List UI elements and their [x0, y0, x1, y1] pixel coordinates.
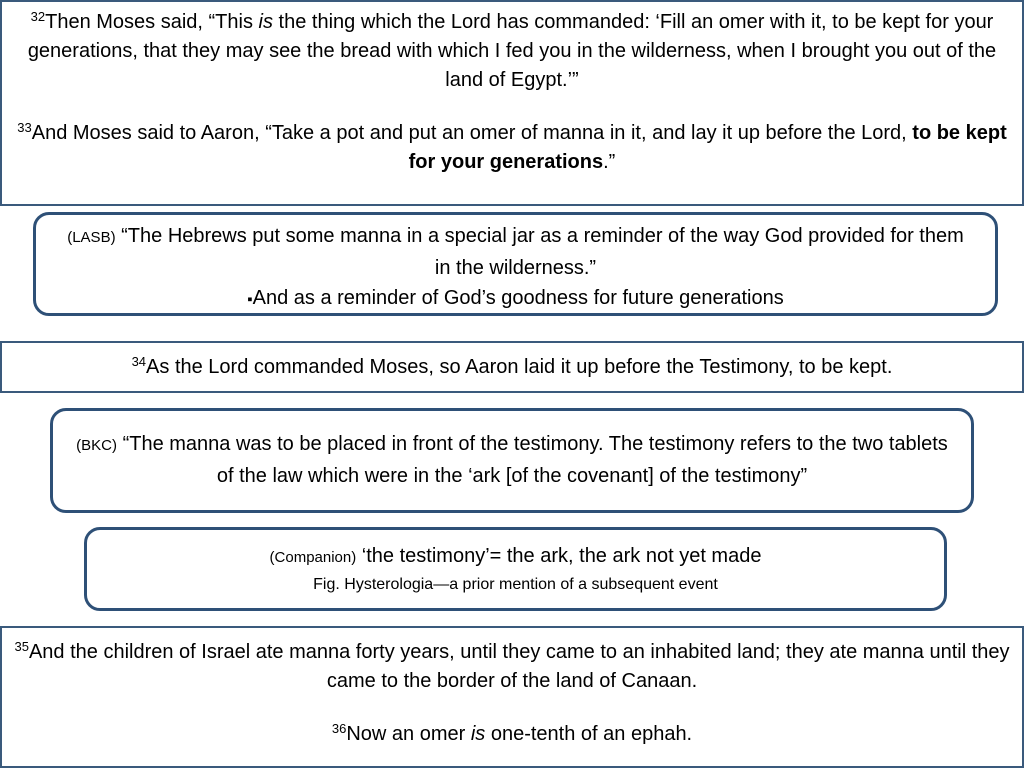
companion-quote — [101, 541, 930, 573]
verse-36-text-post: one-tenth of an ephah. — [485, 723, 693, 745]
lasb-commentary-box — [33, 212, 998, 316]
companion-quote-text: ‘the testimony’= the ark, the ark not yet made — [356, 545, 762, 567]
verse-number-32: 32 — [30, 9, 46, 24]
bkc-quote-text: “The manna was to be placed in front of the testimony. The testimony refers to the two tablets of the law which were in the ‘ark [of the covenant] of the testimony” — [117, 433, 948, 487]
companion-figure-note: Fig. Hysterologia—a prior mention of a subsequent event — [313, 576, 718, 593]
verse-33 — [10, 119, 1014, 177]
verse-32-italic: is — [258, 11, 273, 33]
lasb-quote — [66, 221, 965, 283]
verse-35-text: And the children of Israel ate manna forty years, until they came to an inhabited land; they ate manna until they came to the border of the land of Canaan. — [28, 641, 1010, 692]
verse-36-italic: is — [470, 723, 486, 745]
verse-36 — [10, 720, 1014, 749]
verses-35-36-box — [0, 626, 1024, 768]
verse-number-35: 35 — [14, 639, 29, 654]
verse-34 — [10, 353, 1014, 382]
verse-33-text-post: .” — [603, 151, 616, 173]
verse-36-text-pre: Now an omer — [346, 723, 471, 745]
lasb-quote-text: “The Hebrews put some manna in a special jar as a reminder of the way God provided for them in the wilderness.” — [115, 225, 964, 279]
verse-32-text-post: the thing which the Lord has commanded: ‘Fill an omer with it, to be kept for your generations, that they may see the bread with which I fed you in the wilderness, when I brought you out of the land of Egypt.’” — [27, 11, 997, 91]
verse-35 — [10, 638, 1014, 696]
companion-source: (Companion) — [269, 549, 357, 566]
verses-32-33-box — [0, 0, 1024, 206]
verse-34-text: As the Lord commanded Moses, so Aaron laid it up before the Testimony, to be kept. — [146, 356, 893, 378]
lasb-bullet-line — [66, 283, 965, 315]
verse-number-36: 36 — [331, 721, 347, 736]
bkc-quote — [71, 429, 953, 491]
bkc-source: (BKC) — [76, 437, 118, 454]
verse-number-34: 34 — [131, 354, 147, 369]
bullet-icon: ▪ — [247, 291, 253, 308]
verse-32 — [10, 8, 1014, 95]
verse-33-text-pre: And Moses said to Aaron, “Take a pot and put an omer of manna in it, and lay it up before the Lord, — [31, 122, 913, 144]
lasb-source: (LASB) — [67, 229, 116, 246]
lasb-bullet-text: And as a reminder of God’s goodness for future generations — [252, 287, 784, 309]
verse-33-bold: to be kept for your generations — [408, 122, 1007, 173]
verse-34-box — [0, 341, 1024, 393]
verse-32-text-pre: Then Moses said, “This — [45, 11, 259, 33]
verse-number-33: 33 — [17, 120, 32, 135]
companion-commentary-box — [84, 527, 947, 611]
bkc-commentary-box — [50, 408, 974, 513]
